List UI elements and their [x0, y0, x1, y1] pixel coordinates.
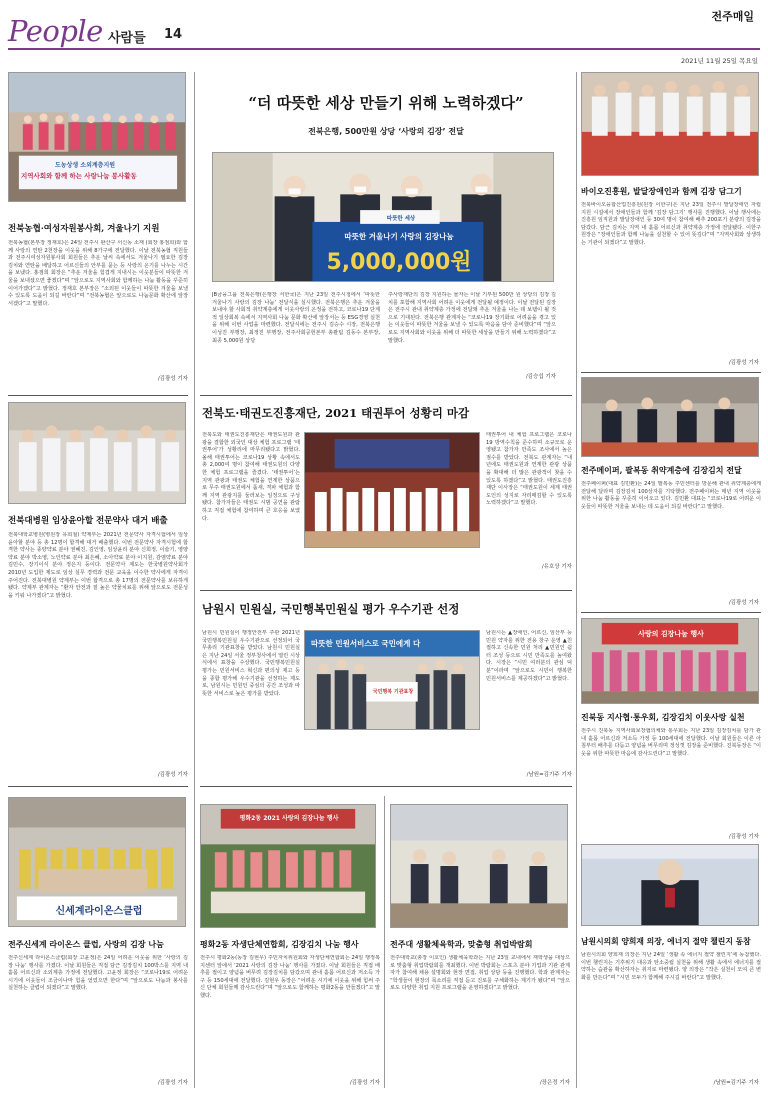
mid5-headline: 전주대 생활체육학과, 맞춤형 취업박람회 [390, 939, 533, 949]
right2-headline: 전주메이퍼, 팔복동 취약계층에 김장김치 전달 [581, 465, 742, 475]
mid2-col2: 태권투어 내 체험 프로그램은 코로나19 방역수칙을 준수하며 소규모로 운영됐고 참가자 만족도 조사에서 높은 점수를 받았다. 전북도 관계자는 “내년에도 태권도원과 연계한 관광 상품을 확대해 더 많은 관광객이 찾을 수 있도록 하겠다”고 밝혔다. 태권도진흥재단 이사장은 “태권도원이 세계 태권도인의 성지로 자리매김할 수 있도록 노력하겠다”고 말했다. [486, 432, 572, 507]
right1-headline: 바이오진흥원, 발달장애인과 함께 김장 담그기 [581, 186, 742, 196]
mid5-byline: /장은정 기자 [539, 1080, 570, 1086]
right1-byline: /김광성 기자 [728, 360, 759, 366]
masthead [0, 0, 768, 70]
right3-photo [581, 618, 759, 704]
mid5-body: 전주대학교(총장 이호인) 생활체육학과는 지난 23일 교내에서 재학생을 대상으로 맞춤형 취업박람회를 개최했다. 이번 박람회는 스포츠 분야 기업과 기관 관계자가 참여해 채용 설명회와 현장 면접, 취업 상담 등을 진행했다. 학과 관계자는 “학생들이 현장의 목소리를 직접 듣고 진로를 구체화하는 계기가 됐다”며 “앞으로도 다양한 취업 지원 프로그램을 운영하겠다”고 밝혔다. [390, 955, 570, 992]
page-number: 14 [164, 27, 183, 42]
right2-photo [581, 377, 759, 457]
mid3-photo [304, 630, 480, 730]
section-title: People [8, 14, 103, 48]
right4-photo [581, 844, 759, 926]
right3-body: 전주시 진북동 지역사회보장협의체와 통우회는 지난 23일 김장김치를 담가 관내 홀몸 어르신과 저소득 가정 등 100세대에 전달했다. 이날 회원들은 이른 아침부터 배추를 다듬고 양념을 버무리며 정성껏 김장을 준비했다. 진북동장은 “이웃을 위한 따뜻한 마음에 감사드린다”고 말했다. [581, 728, 761, 757]
main-subhead: 전북은행, 500만원 상당 ‘사랑의 김장’ 전달 [308, 127, 464, 136]
right3-headline: 진북동 지사협·통우회, 김장김치 이웃사랑 실천 [581, 712, 745, 722]
right2-rule [581, 612, 761, 613]
right4-byline: /남원=김기주 기자 [713, 1080, 759, 1086]
left3-photo-banner: 신세계라이온스클럽 [55, 906, 143, 917]
right1-body: 전북바이오융합산업진흥원(원장 이한구)은 지난 23일 전주시 발달장애인 자립지원 시설에서 장애인들과 함께 ‘김장 담그기’ 행사를 진행했다. 이날 행사에는 진흥원 임직원과 발달장애인 등 30여 명이 참여해 배추 200포기 분량의 김장을 담갔다. 담근 김치는 지역 내 홀몸 어르신과 취약계층 가정에 전달됐다. 이한구 원장은 “장애인들과 함께 나눔을 실천할 수 있어 뜻깊다”며 “지역사회와 상생하는 기관이 되겠다”고 말했다. [581, 202, 761, 246]
divider-bottom-mid [384, 796, 385, 1088]
left1-byline: /김광성 기자 [157, 376, 188, 382]
mid3-rule [200, 786, 572, 787]
section-title-ko: 사람들 [108, 31, 146, 46]
mid2-col1: 전북도와 태권도진흥재단은 태권도원과 관광을 결합한 외국인 대상 체험 프로그램 ‘태권투어’가 성황리에 마무리됐다고 밝혔다. 올해 태권투어는 코로나19 상황 속에서도 총 2,000여 명이 참여해 태권도원의 다양한 체험 프로그램을 즐겼다. ‘태권투어’는 지역 관광과 태권도 체험을 연계한 상품으로 무주 태권도원에서 품새, 격파 체험과 함께 지역 관광지를 둘러보는 일정으로 구성됐다. 참가자들은 태권도 시범 공연을 관람하고 직접 체험에 참여하며 큰 호응을 보였다. [202, 432, 300, 522]
paper-name: 전주매일 [711, 10, 754, 23]
left1-photo-banner: 도농상생 소외계층지원 [55, 162, 116, 169]
mid4-byline: /김광성 기자 [349, 1080, 380, 1086]
left1-rule [8, 395, 188, 396]
right3-byline: /김광성 기자 [728, 834, 759, 840]
mid3-headline: 남원시 민원실, 국민행복민원실 평가 우수기관 선정 [202, 602, 460, 616]
divider-left [194, 72, 195, 1088]
main-rule [200, 395, 572, 396]
main-photo-amount: 5,000,000원 [326, 250, 472, 275]
main-photo [212, 152, 554, 282]
mid3-col2: 남원시는 ▲장애인, 어르신, 임산부 등 민원 약자를 위한 전용 창구 운영 ▲친절하고 신속한 민원 처리 ▲민원인 쉼터 조성 등으로 시민 만족도를 높여왔다. 시장은 “시민 여러분의 관심 덕분”이라며 “앞으로도 시민이 행복한 민원서비스를 제공하겠다”고 밝혔다. [486, 630, 572, 682]
right4-headline: 남원시의회 양희재 의장, 에너지 절약 챌린지 동참 [581, 937, 751, 946]
main-headline: “더 따뜻한 세상 만들기 위해 노력하겠다” [248, 94, 524, 112]
right2-byline: /김광성 기자 [728, 600, 759, 606]
main-byline: /김승섭 기자 [525, 374, 556, 380]
left3-headline: 전주신세계 라이온스 클럽, 사랑의 김장 나눔 [8, 939, 164, 949]
masthead-rule [8, 48, 760, 50]
mid3-byline: /남원=김기주 기자 [526, 772, 572, 778]
main-photo-banner: 따뜻한 겨울나기 사랑의 김장나눔 [344, 232, 454, 241]
mid3-col1: 남원시 민원실이 행정안전부 주관 2021년 국민행복민원실 우수기관으로 선정되어 국무총리 기관표창을 받았다. 남원시 민원실은 지난 24일 서울 정부청사에서 열린 시상식에서 표창을 수상했다. 국민행복민원실 평가는 민원서비스 혁신과 편의성 제고 등을 종합 평가해 우수기관을 선정하는 제도로, 남원시는 민원인 중심의 공간 조성과 따뜻한 서비스로 높은 평가를 받았다. [202, 630, 300, 697]
right1-photo [581, 72, 759, 176]
mid5-photo [390, 804, 568, 928]
mid3-photo-banner: 국민행복 기관표창 [372, 689, 414, 695]
left1-photo [8, 72, 186, 202]
right1-rule [581, 372, 761, 373]
left3-byline: /김광성 기자 [157, 1080, 188, 1086]
left2-headline: 전북대병원 임상윤아할 전문약사 대거 배출 [8, 516, 168, 526]
mid3-photo-top: 따뜻한 민원서비스로 국민에게 다 [311, 639, 421, 648]
left2-byline: /김광성 기자 [157, 772, 188, 778]
mid2-headline: 전북도·태권도진흥재단, 2021 태권투어 성황리 마감 [202, 406, 470, 420]
right3-photo-banner: 사랑의 김장나눔 행사 [638, 630, 704, 638]
divider-right [576, 72, 577, 1088]
left3-body: 전주신세계 라이온스클럽(회장 고윤정)은 24일 어려운 이웃을 위한 ‘사랑의 김장 나눔’ 행사를 가졌다. 이날 회원들은 직접 담근 김장김치 100박스를 지역 내 홀몸 어르신과 소외계층 가정에 전달했다. 고윤정 회장은 “코로나19로 어려운 시기에 이웃들이 조금이나마 힘을 얻었으면 한다”며 “앞으로도 나눔과 봉사를 실천하는 클럽이 되겠다”고 말했다. [8, 955, 188, 992]
main-photo-tag: 따뜻한 세상 [386, 216, 416, 222]
right4-body: 남원시의회 양희재 의장은 지난 24일 ‘생활 속 에너지 절약 챌린지’에 동참했다. 이번 챌린지는 기후위기 대응과 탄소중립 실천을 위해 생활 속에서 에너지를 절약하는 습관을 확산하자는 취지로 마련됐다. 양 의장은 “작은 실천이 모여 큰 변화를 만든다”며 “시민 모두가 함께해 주시길 바란다”고 말했다. [581, 952, 761, 981]
mid4-photo [200, 804, 376, 928]
left1-photo-banner2: 지역사회와 함께 하는 사랑나눔 봉사활동 [21, 172, 137, 180]
mid4-photo-banner: 평화2동 2021 사랑의 김장나눔 행사 [239, 815, 339, 822]
mid2-rule [200, 590, 572, 591]
main-col2: 주사랑재단의 김장 지원하는 물자는 이날 기부된 500만 원 상당의 김장 김치를 포함해 지역사회 어려운 이웃에게 전달될 예정이다. 이날 전달된 김장은 전주시 관내 취약계층 가정에 전달돼 추운 겨울을 나는 데 보탬이 될 것으로 기대된다. 전북은행 관계자는 “코로나19 장기화로 어려움을 겪고 있는 이웃들이 따뜻한 겨울을 보낼 수 있도록 마음을 담아 준비했다”며 “앞으로도 지역사회와 이웃을 위해 더 따뜻한 세상을 만들기 위해 노력하겠다”고 말했다. [388, 292, 556, 344]
left2-rule [8, 786, 188, 787]
left2-body: 전북대학교병원(병원장 유희철) 약제부는 2021년 전문약사 자격시험에서 임상윤아할 분야 등 총 12명이 합격해 대거 배출했다. 이번 전문약사 자격시험에 합격한 약사는 종양약료 분야 권혜진, 김인영, 임상윤리 분야 신희정, 이슬기, 영양약료 분야 박소영, 노인약료 분야 최은혜, 소아약료 분야 이지원, 감염약료 분야 김민수, 장기이식 분야 정은지 등이다. 전문약사 제도는 한국병원약사회가 2010년 도입한 제도로 임상 실무 경력과 전문 교육을 이수한 약사에게 자격이 주어진다. 전북대병원 약제부는 이번 합격으로 총 17명의 전문약사를 보유하게 됐다. 약제부 관계자는 “환자 안전과 질 높은 약물치료를 위해 앞으로도 전문성을 키워 나가겠다”고 밝혔다. [8, 532, 188, 599]
mid4-headline: 평화2동 자생단체연합회, 김장김치 나눔 행사 [200, 939, 359, 949]
mid2-byline: /유호상 기자 [541, 564, 572, 570]
left1-headline: 전북농협·여성자원봉사회, 겨울나기 지원 [8, 224, 160, 234]
left1-body: 전북농협(본부장 정재호)은 24일 전주시 완산구 서신동 소재 (회장 홍점희)와 함께 사랑의 연탄 2천장을 이웃을 위해 8가구에 전달했다. 이날 전북농협 직원들과 전주시여성자원봉사회 회원들은 추운 날씨 속에서도 겨울나기 필요한 김장 김치와 연탄을 배달하고 어르신들의 안부를 묻는 등 사랑의 온기를 나누는 시간을 보냈다. 홍점희 회장은 “추운 겨울을 힘겹게 지내시는 이웃분들이 따뜻한 겨울을 보내셨으면 좋겠다”며 “앞으로도 지역사회와 함께하는 나눔 활동을 꾸준히 이어가겠다”고 밝혔다. 정재호 본부장은 “소외된 이웃들이 따뜻한 겨울을 보낼 수 있도록 도움이 되길 바란다”며 “전북농협은 앞으로도 나눔문화 확산에 앞장서겠다”고 말했다. [8, 240, 188, 307]
main-col1: JB금융그룹 전북은행(은행장 서한국)은 지난 23일 전주시청에서 ‘따뜻한 겨울나기 사랑의 김장 나눔’ 전달식을 실시했다. 전북은행은 추운 겨울을 보내야 할 사회적 취약계층에게 이웃사랑의 온정을 전하고, 코로나19 단계적 일상회복 속에서 지역사회 나눔 문화 확산에 앞장서는 등 ESG경영 실천을 위해 이번 사업을 마련했다. 전달식에는 전주시 김승수 시장, 전북은행 이성진 부행장, 최정진 부행장, 전주사회공헌본부 총괄팀 김동수 본부장, 최종 5,000원 상당 [212, 292, 380, 344]
left3-photo [8, 797, 186, 927]
issue-date: 2021년 11월 25일 목요일 [681, 57, 758, 65]
right2-body: 전주페이퍼(대표 김민환)는 24일 팔복동 주민센터를 방문해 관내 취약계층에게 전달해 달라며 김장김치 100상자를 기탁했다. 전주페이퍼는 매년 지역 이웃을 위한 나눔 활동을 꾸준히 이어오고 있다. 김민환 대표는 “코로나19로 어려운 이웃들이 따뜻한 겨울을 보내는 데 도움이 되길 바란다”고 말했다. [581, 481, 761, 510]
mid2-photo [304, 432, 480, 548]
mid4-body: 전주시 평화2동(동장 김현우) 주민자치위원회와 자생단체연합회는 24일 행정복지센터 앞에서 ‘2021 사랑의 김장 나눔’ 행사를 가졌다. 이날 회원들은 직접 배추를 절이고 양념을 버무려 김장김치를 담갔으며 관내 홀몸 어르신과 저소득 가구 등 150세대에 전달했다. 김현우 동장은 “어려운 시기에 이웃을 위해 힘써 주신 단체 회원들께 감사드린다”며 “앞으로도 함께하는 평화2동을 만들겠다”고 말했다. [200, 955, 380, 999]
left2-photo [8, 402, 186, 504]
